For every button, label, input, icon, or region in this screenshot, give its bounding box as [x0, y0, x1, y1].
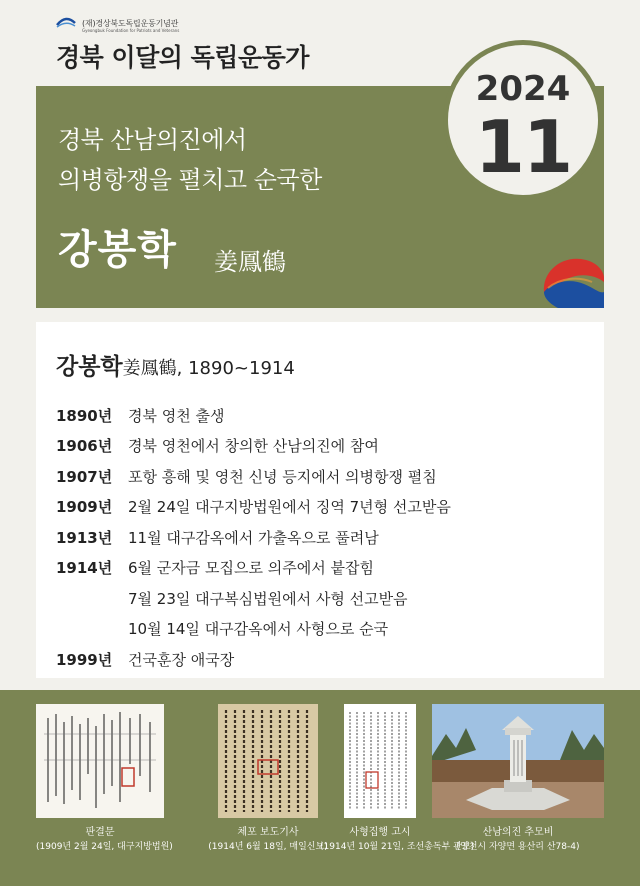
gazette-notice-image [344, 704, 416, 818]
hero-subtitle-line1: 경북 산남의진에서 [58, 126, 247, 154]
bio-name: 강봉학 [56, 354, 123, 380]
series-title: 경북 이달의 독립운동가 [56, 43, 309, 72]
caption-title: 판결문 [85, 827, 115, 838]
timeline-row [56, 644, 451, 675]
caption-gazette [320, 826, 475, 854]
memorial-monument-image [432, 704, 604, 818]
date-year: 2024 [475, 69, 571, 109]
taeguk-brush-icon [538, 248, 604, 308]
timeline-year: 1914년 [56, 559, 113, 578]
org-name-en: Gyeongbuk Foundation for Patriots and Veterans [82, 28, 180, 33]
caption-sub: (1909년 2월 24일, 대구지방법원) [36, 842, 173, 852]
timeline-year: 1913년 [56, 528, 113, 547]
timeline-event: 6월 군자금 모집으로 의주에서 붙잡힘 [128, 559, 374, 578]
bio-heading [56, 348, 295, 381]
timeline-row [56, 400, 451, 431]
caption-sub: (영천시 자양면 용산리 산78-4) [456, 842, 580, 852]
timeline-event: 건국훈장 애국장 [128, 650, 235, 669]
caption-verdict [36, 826, 173, 854]
caption-sub: (1914년 6월 18일, 매일신보) [208, 842, 328, 852]
timeline [56, 400, 451, 675]
timeline-event: 경북 영천 출생 [128, 406, 225, 425]
caption-title: 산남의진 추모비 [482, 827, 554, 838]
verdict-document-image [36, 704, 164, 818]
timeline-year: 1999년 [56, 650, 113, 669]
biography-card [36, 322, 604, 678]
caption-newspaper [208, 826, 328, 854]
org-name: (재)경상북도독립운동기념관 [82, 18, 179, 28]
timeline-row [56, 614, 451, 645]
hero-name-hanja: 姜鳳鶴 [214, 248, 286, 276]
caption-title: 체포 보도기사 [237, 827, 299, 838]
timeline-row [56, 553, 451, 584]
org-branding [56, 16, 180, 33]
caption-memorial [440, 826, 596, 854]
caption-sub: (1914년 10월 21일, 조선총독부 관보) [320, 842, 475, 852]
org-logo-icon [56, 16, 76, 30]
timeline-event: 경북 영천에서 창의한 산남의진에 참여 [128, 437, 379, 456]
timeline-year: 1906년 [56, 437, 113, 456]
caption-title: 사형집행 고시 [349, 827, 411, 838]
timeline-event: 10월 14일 대구감옥에서 사형으로 순국 [128, 620, 389, 639]
timeline-year: 1909년 [56, 498, 113, 517]
timeline-year: 1890년 [56, 406, 113, 425]
timeline-row [56, 431, 451, 462]
timeline-event: 11월 대구감옥에서 가출옥으로 풀려남 [128, 528, 379, 547]
timeline-row [56, 492, 451, 523]
bio-hanja-years: 姜鳳鶴, 1890~1914 [122, 358, 295, 379]
newspaper-article-image [218, 704, 318, 818]
hero-subtitle-line2: 의병항쟁을 펼치고 순국한 [58, 166, 322, 194]
date-badge [443, 40, 603, 200]
timeline-row [56, 522, 451, 553]
timeline-year: 1907년 [56, 467, 113, 486]
timeline-event: 2월 24일 대구지방법원에서 징역 7년형 선고받음 [128, 498, 451, 517]
date-month: 11 [474, 105, 572, 189]
hero-name: 강봉학 [58, 227, 177, 273]
timeline-event: 7월 23일 대구복심법원에서 사형 선고받음 [128, 589, 408, 608]
timeline-row [56, 583, 451, 614]
photo-strip [0, 690, 640, 886]
timeline-event: 포항 흥해 및 영천 신녕 등지에서 의병항쟁 펼침 [128, 467, 437, 486]
timeline-row [56, 461, 451, 492]
